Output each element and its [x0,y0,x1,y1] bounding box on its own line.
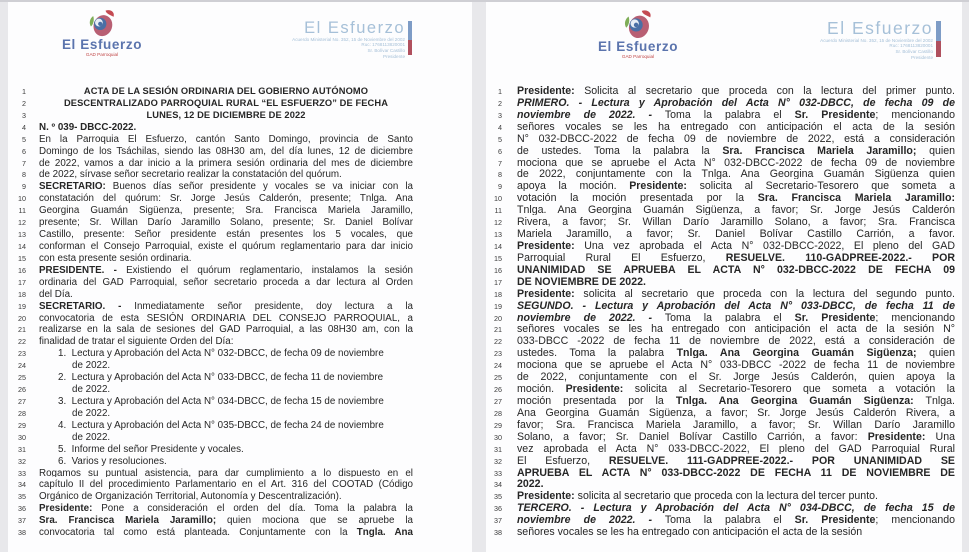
letterhead-text [820,20,933,60]
letterhead-line: Ruc: 1768113820001 [361,42,405,48]
line-number: 38 [18,528,26,538]
letterhead-line: Sr. Bolívar Castillo [367,47,405,53]
line-text: LUNES, 12 DE DICIEMBRE DE 2022 [146,109,306,120]
line-text: APRUEBA EL ACTA N° 033-DBCC-2022 DE FECHA 11 DE NOVIEMBRE DE [517,466,955,478]
gad-logo [583,8,693,60]
line-number: 11 [494,206,502,216]
line-text: de 2022. [72,384,111,394]
line-number: 15 [494,253,502,263]
page-right [486,0,962,552]
document-line [8,406,472,418]
document-line [8,466,472,478]
document-line [486,203,962,215]
line-number: 8 [498,170,502,180]
line-number: 35 [494,492,502,502]
line-text: realizarse en la sala de sesiones del GAD Parroquial, a las 08H30 am, con la [39,324,413,335]
document-line [486,382,962,394]
line-text: ustedes. Toma la palabra Tnlga. Ana Georgina Guamán Sigüenza; quien [517,347,955,359]
letterhead-bar [936,21,941,57]
line-number: 26 [18,385,26,394]
line-text: Parroquial Rural El Esfuerzo, RESUELVE. 110-GADPREE-2022.- POR [517,251,955,263]
document-line [486,239,962,251]
line-number: 28 [18,408,26,418]
line-number: 19 [494,301,502,311]
line-text: N° 032-DBCC-2022 de fecha 09 de noviembre de 2022, está a consideración [517,132,955,144]
line-number: 19 [18,301,26,311]
line-text: Orgánico de Organización Territorial, Autonomía y Descentralización). [39,491,342,502]
document-line [486,466,962,478]
line-text: noviembre de 2022. - Toma la palabra el Sr. Presidente; mencionando [517,110,955,120]
document-line [486,275,962,287]
line-text: UNANIMIDAD SE APRUEBA EL ACTA N° 032-DBCC-2022 DE FECHA 09 [517,263,955,275]
line-number: 20 [18,313,26,323]
line-number: 32 [494,456,502,466]
line-text: Presidente: Solicita al secretario que proceda con la lectura del primer punto. [517,85,955,96]
document-line [8,275,472,287]
line-number: 29 [494,420,502,430]
line-text: conforman el Consejo Parroquial, existe el quórum reglamentario para dar inicio [39,240,413,251]
document-line [8,525,472,537]
document-line [486,346,962,358]
line-text: de 2022, conjuntamente con el Sr. Jorge Jesús Calderón, quien apoya la [517,371,955,383]
line-text: SEGUNDO. - Lectura y Aprobación del Acta N° 033-DBCC, de fecha 11 de [517,299,955,311]
document-line [486,513,962,525]
line-text: noviembre de 2022. - Toma la palabra el Sr. Presidente; mencionando [517,313,955,323]
document-line [486,215,962,227]
line-text: Tnlga. Ana Georgina Guamán Sigüenza, a favor; Sr. Jorge Jesús Calderón [517,204,955,216]
document-line [8,167,472,179]
document-line [8,108,472,120]
line-number: 24 [494,361,502,371]
line-number: 6 [22,146,26,156]
line-number: 15 [18,253,26,263]
document-line [8,346,472,358]
line-number: 20 [494,313,502,323]
document-line [486,299,962,311]
logo-brand: El Esfuerzo [61,37,143,52]
document-line [486,96,962,108]
document-line [8,132,472,144]
line-number: 22 [18,337,26,347]
document-line [486,358,962,370]
line-text: señores vocales se les ha entregado con anticipación el acta de la sesión [517,120,955,132]
line-text: DE NOVIEMBRE DE 2022. [517,275,646,287]
line-text: N. º 039- DBCC-2022. [39,121,137,132]
line-text: mociona que se apruebe el Acta N° 032-DBCC-2022 de fecha 09 de noviembre [517,156,955,168]
line-text: Presidente: Una vez aprobada el Acta N° 032-DBCC-2022, El pleno del GAD [517,241,955,251]
document-line [8,179,472,191]
line-number: 2 [498,98,502,108]
page-left [8,0,472,552]
document-line [8,311,472,323]
line-text: de 2022, sírvase señor secretario realizar la constatación del quórum. [39,169,342,180]
letterhead-brand: El Esfuerzo [827,18,933,38]
line-text: votación la moción presentada por la Sra. Francisca Mariela Jaramillo: [517,192,955,204]
line-number: 6 [498,146,502,156]
line-text: PRESIDENTE. - Existiendo el quórum reglamentario, instalamos la sesión [39,264,413,275]
line-text: 3. Lectura y Aprobación del Acta N° 034-DBCC, de fecha 15 de noviembre [58,395,384,406]
line-text: El Esfuerzo, RESUELVE. 111-GADPREE-2022.- POR UNANIMIDAD SE [517,454,956,466]
line-number: 10 [494,194,502,204]
line-number: 13 [18,230,26,239]
line-number: 12 [18,218,26,228]
document-line [486,322,962,334]
document-line [8,322,472,334]
line-text: En la Parroquia El Esfuerzo, cantón Santo Domingo, provincia de Santo [39,133,413,144]
line-text: de ustedes. Toma la palabra la Sra. Francisca Mariela Jaramillo; quien [517,144,955,156]
line-number: 2 [22,98,26,108]
letterhead-line: Presidente [911,54,933,60]
document-line [8,477,472,489]
document-line [486,418,962,430]
document-line [8,96,472,108]
line-text: de 2022. [72,431,111,442]
line-number: 13 [494,230,502,239]
line-text: favor; Sra. Francisca Mariela Jaramillo, a favor; Sr. Willan Darío Jaramillo [517,418,955,430]
line-number: 1 [22,87,26,96]
line-text: Ana Georgina Guamán Sigüenza, a favor; Sr. Jorge Jesús Calderón Rivera, a [517,406,955,418]
line-number: 34 [18,480,26,490]
line-text: de 2022. [72,360,111,371]
document-line [8,513,472,525]
line-text: 6. Varios y resoluciones. [58,455,167,466]
document-line [8,418,472,430]
document-line [8,263,472,275]
document-line [486,525,962,537]
logo-tagline: GAD Parroquial [85,52,119,58]
document-line [486,132,962,144]
line-number: 31 [494,444,502,454]
document-line [8,442,472,454]
line-number: 24 [18,361,26,371]
document-line [486,156,962,168]
line-number: 9 [22,182,26,192]
line-number: 21 [494,325,502,335]
document-line [486,454,962,466]
document-line [8,251,472,263]
line-number: 38 [494,528,502,538]
line-number: 28 [494,408,502,418]
line-text: ACTA DE LA SESIÓN ORDINARIA DEL GOBIERNO AUTÓNOMO [83,86,369,96]
logo-bird-icon [622,8,654,40]
letterhead-bar [408,21,412,55]
line-text: Presidente: Pone a consideración el orden del día. Toma la palabra la [39,503,413,514]
line-number: 3 [498,110,502,120]
letterhead-line: Sr. Bolívar Castillo [895,48,933,54]
document-line [8,191,472,203]
document-line [486,179,962,191]
line-number: 25 [18,373,26,383]
document-line [8,430,472,442]
line-number: 1 [498,87,502,96]
line-text: moción. Presidente: solicita al Secretario-Tesorero que someta a votación la [517,384,955,394]
document-line [486,334,962,346]
line-number: 34 [494,480,502,490]
document-line [486,108,962,120]
document-line [486,370,962,382]
document-line [486,442,962,454]
line-number: 30 [18,432,26,442]
line-number: 5 [498,134,502,144]
line-text: señores vocales se les ha entregado con anticipación el acta de la sesión N° [517,323,955,335]
line-text: finalidad de tratar el siguiente Orden del Día: [39,336,234,347]
document-line [8,227,472,239]
line-number: 31 [18,444,26,454]
document-line [8,239,472,251]
document-line [486,430,962,442]
line-text: Solano, a favor; Sr. Daniel Bolívar Castillo Carrión, a favor: Presidente: Una [517,432,955,442]
document-line [8,144,472,156]
line-text: Georgina Guamán Sigüenza, presente; Sra. Francisca Mariela Jaramillo, [39,205,413,216]
line-number: 23 [18,349,26,359]
document-line [486,287,962,299]
line-number: 17 [18,277,26,287]
logo-tagline: GAD Parroquial [621,54,655,60]
document-line [8,156,472,168]
line-number: 14 [18,241,26,251]
document-line [486,489,962,501]
line-number: 32 [18,456,26,466]
line-number: 7 [498,158,502,168]
line-text: de 2022. [72,407,111,418]
line-text: Domingo de los Tsáchilas, siendo las 08H30 am, del día lunes, 12 de diciembre [39,145,413,156]
line-text: capítulo II del procedimiento Parlamentario en el Art. 316 del COOTAD (Código [39,479,413,490]
letterhead-line: Presidente [383,53,405,59]
line-text: 5. Informe del señor Presidente y vocales. [39,444,413,454]
line-text: ordinaria del GAD Parroquial, señor secretario proceda a dar lectura al Orden [39,276,413,287]
line-number: 10 [18,194,26,204]
line-text: con esta presente sesión ordinaria. [39,252,192,263]
document-line [8,334,472,346]
letterhead [292,20,412,59]
line-text: moción presentada por la Tnlga. Ana Georgina Guamán Sigüenza: Tnlga. [517,394,955,406]
line-number: 4 [22,122,26,132]
line-number: 25 [494,373,502,383]
line-number: 7 [22,158,26,168]
document-line [8,215,472,227]
line-text: SECRETARIO: Buenos días señor presidente y vocales se va iniciar con la [39,181,413,192]
document-line [8,358,472,370]
document-line [486,311,962,323]
line-text: 4. Lectura y Aprobación del Acta N° 035-DBCC, de fecha 24 de noviembre [58,419,384,430]
document-line [8,120,472,132]
line-number: 18 [18,289,26,299]
gad-logo [50,8,154,58]
line-number: 37 [494,516,502,526]
line-text: señores vocales se les ha entregado con anticipación el acta de la sesión [517,526,863,538]
document-body [8,84,472,537]
letterhead [820,20,941,60]
line-text: DESCENTRALIZADO PARROQUIAL RURAL “EL ESFUERZO” DE FECHA [63,97,389,108]
line-number: 8 [22,170,26,180]
line-number: 3 [22,110,26,120]
line-text: vez aprobada el Acta N° 033-DBCC-2022, El pleno del GAD Parroquial Rural [517,442,955,454]
line-text: noviembre de 2022. - Toma la palabra el Sr. Presidente; mencionando [517,515,955,525]
line-text: TERCERO. - Lectura y Aprobación del Acta N° 034-DBCC, de fecha 15 de [517,502,955,514]
document-line [486,501,962,513]
line-number: 33 [18,468,26,478]
document-line [8,287,472,299]
line-number: 27 [494,396,502,406]
line-number: 36 [494,504,502,514]
line-text: SECRETARIO. - Inmediatamente señor presidente, doy lectura a la [39,300,414,311]
document-line [486,191,962,203]
line-number: 17 [494,277,502,287]
line-number: 37 [18,516,26,526]
line-text: Mariela Jaramillo, a favor; Sr. Daniel Bolívar Castillo Carrión, a favor. [517,228,955,239]
line-number: 29 [18,420,26,430]
letterhead-line: Acuerdo Ministerial No. 352, 15 de Noviembre del 2002 [820,37,933,43]
line-text: apoya la moción. Presidente: solicita al Secretario-Tesorero que someta a [517,181,955,191]
line-number: 4 [498,122,502,132]
document-line [8,370,472,382]
letterhead-brand: El Esfuerzo [304,19,405,37]
line-text: presente; Sr. Willan Darío Jaramillo Solano, presente; Sr. Daniel Bolívar [39,217,413,228]
line-text: Castillo, presente: Señor presidente están presentes los 5 vocales, que [39,229,413,239]
line-number: 26 [494,385,502,394]
logo-bird-icon [87,8,117,38]
document-line [8,501,472,513]
line-text: de 2022, conjuntamente con la Tnlga. Ana Georgina Guamán Sigüenza quien [517,168,955,180]
logo-brand: El Esfuerzo [597,39,679,54]
document-line [8,203,472,215]
line-number: 16 [18,265,26,275]
document-line [8,382,472,394]
line-number: 23 [494,349,502,359]
line-number: 33 [494,468,502,478]
document-line [8,84,472,96]
line-number: 36 [18,504,26,514]
document-body [486,84,962,537]
line-number: 12 [494,218,502,228]
line-text: 1. Lectura y Aprobación del Acta N° 032-DBCC, de fecha 09 de noviembre [58,348,384,359]
line-number: 18 [494,289,502,299]
document-line [486,144,962,156]
line-number: 16 [494,265,502,275]
line-number: 27 [18,396,26,406]
line-number: 22 [494,337,502,347]
line-text: constatación del quórum: Sr. Jorge Jesús Calderón, presente; Tnlga. Ana [39,193,413,204]
line-text: mociona que se apruebe el Acta N° 033-DBCC -2022 de fecha 11 de noviembre [517,359,955,371]
document-line [486,477,962,489]
line-number: 11 [18,206,26,216]
line-text: de 2022, vamos a dar inicio a la primera sesión ordinaria del mes de diciembre [39,157,413,168]
document-line [486,251,962,263]
letterhead-line: Ruc: 1768113820001 [889,43,933,49]
document-line [486,120,962,132]
document-line [486,263,962,275]
line-text: Rogamos su puntual asistencia, para dar cumplimiento a lo dispuesto en el [39,467,413,478]
line-text: Presidente: solicita al secretario que proceda con la lectura del segundo punto. [517,287,955,299]
line-text: convocatoria de esta SESIÓN ORDINARIA DEL CONSEJO PARROQUIAL, a [39,312,413,323]
document-line [486,406,962,418]
document-line [8,489,472,501]
line-text: Presidente: solicita al secretario que proceda con la lectura del tercer punto. [517,490,878,502]
line-text: 2022. [517,478,544,490]
line-number: 30 [494,432,502,442]
document-line [8,299,472,311]
line-number: 35 [18,492,26,502]
line-text: PRIMERO. - Lectura y Aprobación del Acta N° 032-DBCC, de fecha 09 de [517,96,955,108]
line-number: 5 [22,134,26,144]
document-line [8,454,472,466]
document-line [486,167,962,179]
line-text: 033-DBCC -2022 de fecha 11 de noviembre de 2022, está a consideración de [517,335,955,347]
document-line [486,227,962,239]
document-line [8,394,472,406]
line-text: convocatoria tal como está planteada. Conjuntamente con la Tngla. Ana [39,527,413,538]
letterhead-text [292,20,405,59]
line-text: del Día. [39,288,73,299]
document-line [486,84,962,96]
line-number: 21 [18,325,26,335]
line-text: Sra. Francisca Mariela Jaramillo; quien mociona que se apruebe la [39,515,413,526]
letterhead-line: Acuerdo Ministerial No. 352, 15 de Noviembre del 2002 [292,36,405,42]
line-text: 2. Lectura y Aprobación del Acta N° 033-DBCC, de fecha 11 de noviembre [58,372,384,383]
document-line [486,394,962,406]
line-number: 9 [498,182,502,192]
line-number: 14 [494,241,502,251]
line-text: Rivera, a favor; Sr. Willan Darío Jaramillo Solano, a favor; Sra. Francisca [517,216,955,228]
